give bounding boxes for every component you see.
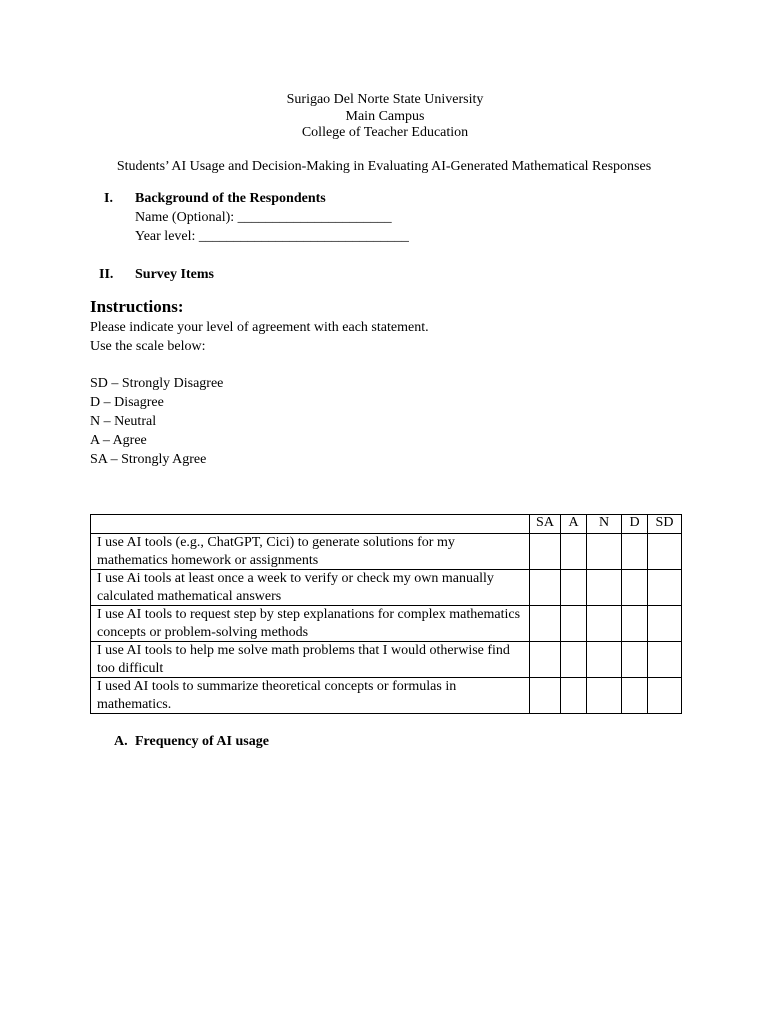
column-header: A bbox=[561, 515, 587, 534]
response-cell-d[interactable] bbox=[622, 642, 648, 678]
college-name: College of Teacher Education bbox=[301, 125, 469, 140]
response-cell-sd[interactable] bbox=[648, 606, 682, 642]
response-cell-n[interactable] bbox=[587, 606, 622, 642]
scale-item: D – Disagree bbox=[90, 395, 164, 410]
scale-item: A – Agree bbox=[90, 433, 147, 448]
response-cell-sd[interactable] bbox=[648, 534, 682, 570]
instructions-text: Please indicate your level of agreement with each statement. bbox=[90, 320, 429, 335]
response-cell-sd[interactable] bbox=[648, 678, 682, 714]
instructions-heading: Instructions: bbox=[90, 297, 184, 316]
subsection-letter: A. bbox=[114, 734, 128, 749]
section-heading: Background of the Respondents bbox=[135, 191, 326, 206]
year-level-field: Year level: ______________________________ bbox=[135, 229, 409, 244]
table-row bbox=[91, 570, 682, 606]
scale-item: N – Neutral bbox=[90, 414, 157, 429]
statement-header-cell bbox=[91, 515, 530, 534]
response-cell-sa[interactable] bbox=[530, 570, 561, 606]
table-row bbox=[91, 642, 682, 678]
response-cell-sa[interactable] bbox=[530, 534, 561, 570]
column-header: SD bbox=[648, 515, 682, 534]
response-cell-a[interactable] bbox=[561, 570, 587, 606]
response-cell-a[interactable] bbox=[561, 534, 587, 570]
response-cell-a[interactable] bbox=[561, 606, 587, 642]
response-cell-n[interactable] bbox=[587, 534, 622, 570]
section-number: I. bbox=[104, 191, 113, 206]
statement-cell: I use Ai tools at least once a week to verify or check my own manually calculated mathematical answers bbox=[91, 570, 530, 606]
statement-cell: I use AI tools to request step by step explanations for complex mathematics concepts or problem-solving methods bbox=[91, 606, 530, 642]
name-field: Name (Optional): ______________________ bbox=[135, 210, 392, 225]
scale-item: SD – Strongly Disagree bbox=[90, 376, 224, 391]
table-row bbox=[91, 534, 682, 570]
scale-item: SA – Strongly Agree bbox=[90, 452, 207, 467]
section-number: II. bbox=[99, 267, 114, 282]
statement-cell: I use AI tools to help me solve math problems that I would otherwise find too difficult bbox=[91, 642, 530, 678]
section-heading: Survey Items bbox=[135, 267, 214, 282]
column-header: SA bbox=[530, 515, 561, 534]
campus-name: Main Campus bbox=[345, 108, 425, 124]
response-cell-sd[interactable] bbox=[648, 570, 682, 606]
instructions-block bbox=[90, 296, 429, 469]
statement-cell: I use AI tools (e.g., ChatGPT, Cici) to generate solutions for my mathematics homework or assignments bbox=[91, 534, 530, 570]
response-cell-d[interactable] bbox=[622, 678, 648, 714]
response-cell-a[interactable] bbox=[561, 642, 587, 678]
document-title: Students’ AI Usage and Decision-Making in Evaluating AI-Generated Mathematical Responses bbox=[116, 159, 652, 174]
document-header bbox=[0, 92, 768, 142]
table-row bbox=[91, 606, 682, 642]
instructions-text: Use the scale below: bbox=[90, 339, 206, 354]
response-cell-d[interactable] bbox=[622, 606, 648, 642]
table-row bbox=[91, 678, 682, 714]
response-cell-sa[interactable] bbox=[530, 606, 561, 642]
response-cell-n[interactable] bbox=[587, 642, 622, 678]
response-cell-n[interactable] bbox=[587, 570, 622, 606]
statement-cell: I used AI tools to summarize theoretical concepts or formulas in mathematics. bbox=[91, 678, 530, 714]
response-cell-d[interactable] bbox=[622, 570, 648, 606]
response-cell-sd[interactable] bbox=[648, 642, 682, 678]
response-cell-sa[interactable] bbox=[530, 678, 561, 714]
column-header: N bbox=[587, 515, 622, 534]
response-cell-a[interactable] bbox=[561, 678, 587, 714]
response-cell-sa[interactable] bbox=[530, 642, 561, 678]
subsection-heading bbox=[114, 733, 269, 751]
subsection-title: Frequency of AI usage bbox=[135, 734, 269, 749]
university-name: Surigao Del Norte State University bbox=[286, 92, 484, 107]
column-header: D bbox=[622, 515, 648, 534]
survey-table bbox=[90, 514, 682, 714]
response-cell-n[interactable] bbox=[587, 678, 622, 714]
table-header-row bbox=[91, 515, 682, 534]
response-cell-d[interactable] bbox=[622, 534, 648, 570]
